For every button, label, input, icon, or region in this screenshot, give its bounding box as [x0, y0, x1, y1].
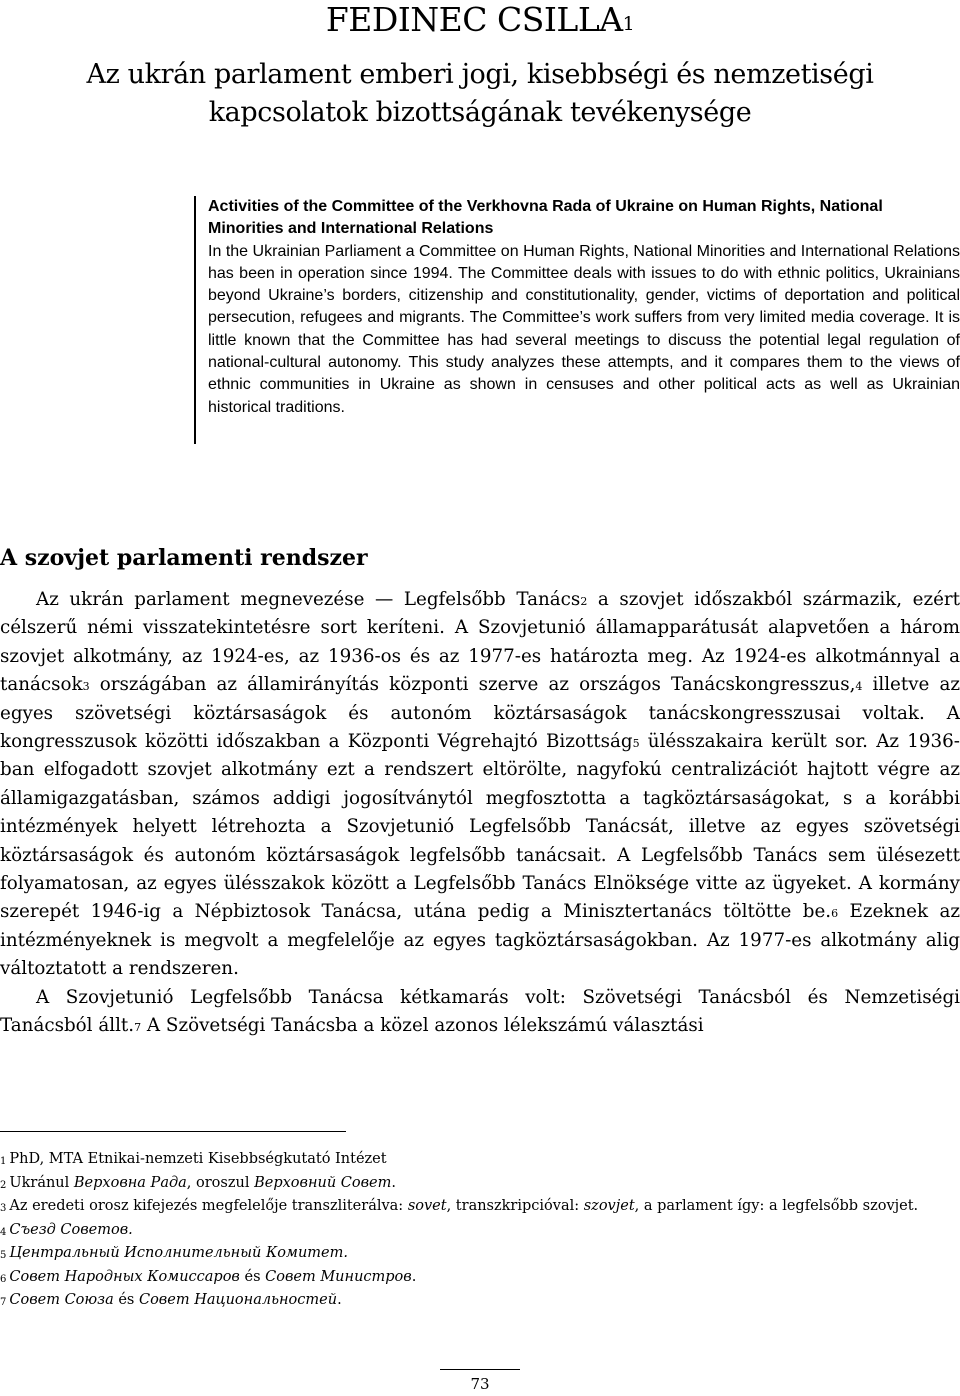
- footnote-number: 1: [0, 1156, 7, 1167]
- body-text-span: ülésszakaira került sor. Az 1936-ban elfogadott szovjet alkotmány ezt a rendszert eltörölte, nagyfokú centralizációt hajtott végre az államigazgatásban, számos addigi jogosítványtól megfosztotta a tagköztársaságokat, s a korábbi intézmények helyett létrehozta a Szovjetunió Legfelsőbb Tanácsát, illetve az egyes szövetségi köztársaságok és autonóm köztársaságok legfelsőbb tanácsait. A Legfelsőbb Tanács sem ülésezett folyamatosan, az egyes ülésszakok között a Legfelsőbb Tanács Elnöksége vitte az ügyeket. A kormány szerepét 1946-ig a Népbiztosok Tanácsa, utána pedig a Minisztertanács töltötte be.: [0, 731, 960, 923]
- footnote-ref-2[interactable]: 2: [580, 595, 588, 608]
- footnote-text: , transzkripcióval:: [446, 1198, 584, 1214]
- footnote-text: és: [239, 1268, 266, 1285]
- footnote-italic: Совет Союза: [9, 1292, 114, 1308]
- footnote-number: 6: [0, 1273, 7, 1285]
- author-name: [0, 0, 960, 40]
- body-paragraph-2: [0, 984, 960, 1041]
- footnote-text: , a parlament így: a legfelsőbb szovjet.: [634, 1198, 919, 1214]
- footnote-text: .: [337, 1292, 342, 1308]
- footnote-number: 3: [0, 1203, 7, 1214]
- page-number: 73: [470, 1375, 490, 1393]
- footnote-italic: Совет Народных Комиссаров: [9, 1268, 240, 1285]
- section-heading: A szovjet parlamenti rendszer: [0, 545, 368, 571]
- footnote-text: .: [391, 1174, 396, 1191]
- body-text-span: Ezeknek az intézményeknek is megvolt a megfelelője az egyes tagköztársaságokban. Az 1977-es alkotmány alig változtatott a rendszeren.: [0, 901, 960, 980]
- footnote-separator: [0, 1131, 346, 1132]
- footnote-3: [0, 1195, 960, 1219]
- footnote-text: , oroszul: [186, 1174, 255, 1191]
- abstract-text: In the Ukrainian Parliament a Committee on Human Rights, National Minorities and International Relations has been in operation since 1994. The Committee deals with issues to do with ethnic politics, Ukrainians beyond Ukraine’s borders, citizenship and constitutionality, gender, victims of deportation and political persecution, refugees and migrants. The Committee’s work suffers from very limited media coverage. It is little known that the Committee has had several meetings to discuss the potential legal regulation of national-cultural autonomy. This study analyzes these attempts, and it compares them to the views of ethnic communities in Ukraine as shown in censuses and other political acts as well as Ukrainian historical traditions.: [208, 242, 960, 416]
- footnote-italic: sovet: [407, 1198, 447, 1214]
- footnote-text: és: [113, 1292, 139, 1308]
- article-title: Az ukrán parlament emberi jogi, kisebbségi és nemzetiségi kapcsolatok bizottságának tevékenysége: [86, 59, 874, 128]
- footnote-italic: szovjet: [583, 1198, 635, 1214]
- footnote-7: [0, 1289, 960, 1313]
- footnote-ref-6[interactable]: 6: [831, 907, 839, 921]
- author-footnote-marker[interactable]: 1: [622, 13, 635, 35]
- abstract-title: Activities of the Committee of the Verkhovna Rada of Ukraine on Human Rights, National Minorities and International Relations: [208, 198, 883, 238]
- footnote-italic: Центральный Исполнительный Комитет.: [9, 1245, 348, 1261]
- body-text-span: a szovjet időszakból származik, ezért célszerű némi visszatekintetésre sort keríteni. A Szovjetunió államapparátusát alapvetően a három szovjet alkotmány, az 1924-es, az 1936-os és az 1977-es határozta meg. Az 1924-es alkotmánnyal a tanácsok: [0, 589, 960, 696]
- footnote-number: 2: [0, 1179, 7, 1191]
- english-abstract: [194, 196, 960, 444]
- footnote-number: 4: [0, 1226, 7, 1238]
- page-number-rule: [440, 1369, 520, 1370]
- footnote-ref-7[interactable]: 7: [134, 1021, 142, 1035]
- body-text-span: A Szovjetunió Legfelsőbb Tanácsa kétkamarás volt: Szövetségi Tanácsból és Nemzetiségi Tanácsból állt.: [0, 986, 960, 1037]
- footnote-italic: Совет Национальностей: [138, 1292, 338, 1308]
- footnotes: [0, 1148, 960, 1313]
- footnote-italic: Верховний Совет: [254, 1174, 392, 1191]
- footnote-italic: Съезд Советов.: [9, 1221, 133, 1238]
- footnote-number: 7: [0, 1297, 7, 1308]
- footnote-4: [0, 1219, 960, 1243]
- footnote-ref-3[interactable]: 3: [82, 680, 90, 694]
- footnote-2: [0, 1172, 960, 1196]
- footnote-6: [0, 1266, 960, 1290]
- footnote-ref-5[interactable]: 5: [632, 737, 640, 751]
- body-text-span: illetve az egyes szövetségi köztársaságok és autonóm köztársaságok tanácskongresszusai voltak. A kongresszusok közötti időszakban a Központi Végrehajtó Bizottság: [0, 674, 960, 753]
- body-text: [0, 586, 960, 1041]
- footnote-5: [0, 1242, 960, 1266]
- footnote-text: .: [411, 1268, 417, 1285]
- body-text-span: Az ukrán parlament megnevezése — Legfelsőbb Tanács: [36, 589, 581, 610]
- body-text-span: országában az államirányítás központi szerve az országos Tanácskongresszus,: [89, 674, 856, 696]
- footnote-text: PhD, MTA Etnikai-nemzeti Kisebbségkutató Intézet: [9, 1151, 387, 1167]
- footnote-1: [0, 1148, 960, 1172]
- footnote-text: Ukránul: [9, 1174, 74, 1191]
- body-paragraph-1: [0, 586, 960, 984]
- footnote-italic: Совет Министров: [265, 1268, 412, 1285]
- footnote-ref-4[interactable]: 4: [855, 680, 863, 694]
- footnote-number: 5: [0, 1250, 7, 1261]
- body-text-span: A Szövetségi Tanácsba a közel azonos lélekszámú választási: [141, 1015, 704, 1037]
- footnote-italic: Верховна Рада: [73, 1174, 187, 1191]
- author-name-text: FEDINEC CSILLA: [325, 0, 623, 39]
- footnote-text: Az eredeti orosz kifejezés megfelelője transzliterálva:: [9, 1198, 408, 1214]
